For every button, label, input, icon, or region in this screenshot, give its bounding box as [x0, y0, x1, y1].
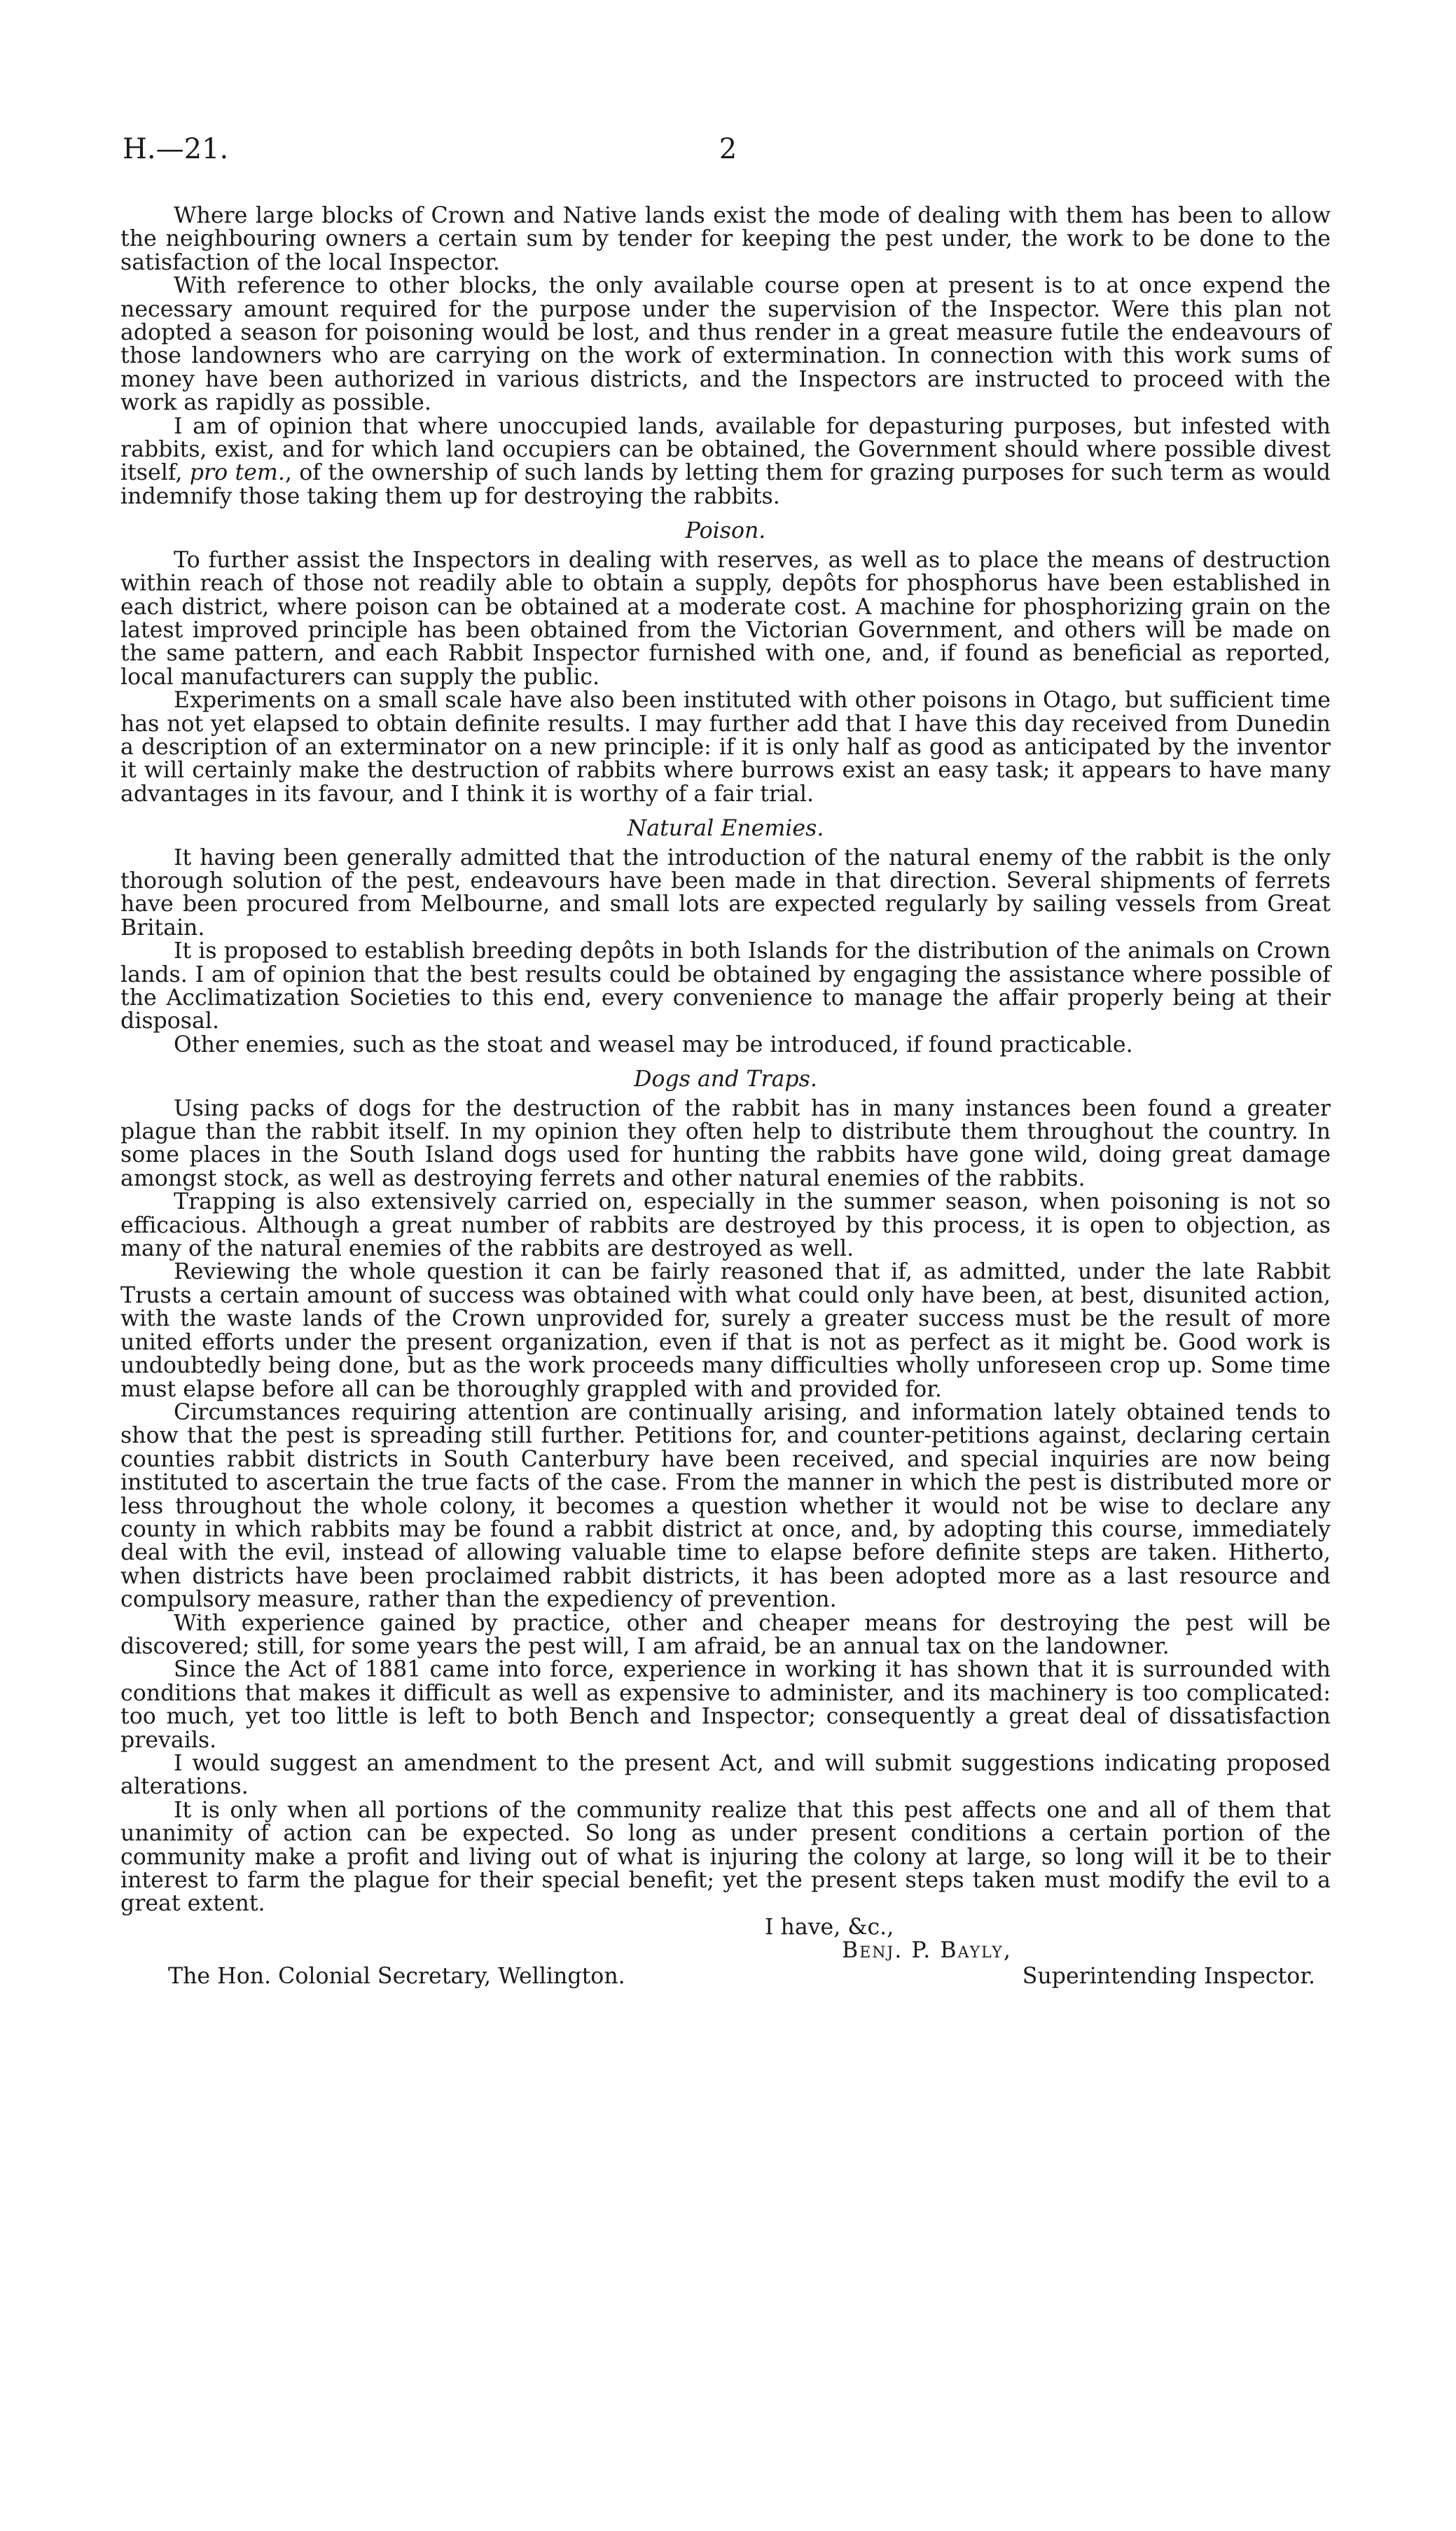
signatory-title: Superintending Inspector. [1022, 1963, 1315, 1989]
paragraph-depasturing [120, 415, 1331, 509]
section-heading-dogs-and-traps: Dogs and Traps. [634, 1067, 817, 1093]
paragraph: Other enemies, such as the stoat and weasel may be introduced, if found practicable. [174, 1032, 1133, 1058]
paragraph: Reviewing the whole question it can be fairly reasoned that if, as admitted, under the late Rabbit Trusts a certain amount of success was obtained with what could only have been, at best, disunited action, with the waste lands of the Crown unprovided for, surely a greater success must be the result of more united efforts under the present organization, even if that is not as perfect as it might be. Good work is undoubtedly being done, but as the work proceeds many difficulties wholly unforeseen crop up. Some time must elapse before all can be thoroughly grappled with and provided for. [120, 1259, 1331, 1402]
letter-body [120, 204, 1331, 1993]
section-heading-natural-enemies: Natural Enemies. [627, 816, 824, 842]
paragraph: With reference to other blocks, the only available course open at present is to at once expend the necessary amount required for the purpose under the supervision of the Inspector. Were this plan not adopted a season for poisoning would be lost, and thus render in a great measure futile the endeavours of those landowners who are carrying on the work of extermination. In connection with this work sums of money have been authorized in various districts, and the Inspectors are instructed to proceed with the work as rapidly as possible. [120, 273, 1331, 416]
paragraph: Where large blocks of Crown and Native lands exist the mode of dealing with them has been to allow the neighbouring owners a certain sum by tender for keeping the pest under, the work to be done to the satisfaction of the local Inspector. [120, 203, 1331, 275]
italic-phrase: pro tem. [189, 460, 285, 486]
page-header [123, 133, 1333, 175]
page-number: 2 [719, 133, 737, 165]
paragraph: With experience gained by practice, other and cheaper means for destroying the pest will be discovered; still, for some years the pest will, I am afraid, be an annual tax on the landowner. [120, 1610, 1331, 1659]
paragraph: I would suggest an amendment to the present Act, and will submit suggestions indicating proposed alterations. [120, 1751, 1331, 1800]
paragraph: Circumstances requiring attention are continually arising, and information lately obtained tends to show that the pest is spreading still further. Petitions for, and counter-petitions against, declaring certain counties rabbit districts in South Canterbury have been received, and special inquiries are now being instituted to ascertain the true facts of the case. From the manner in which the pest is distributed more or less throughout the whole colony, it becomes a question whether it would not be wise to declare any county in which rabbits may be found a rabbit district at once, and, by adopting this course, immediately deal with the evil, instead of allowing valuable time to elapse before definite steps are taken. Hitherto, when districts have been proclaimed rabbit districts, it has been adopted more as a last resource and compulsory measure, rather than the expediency of prevention. [120, 1399, 1331, 1613]
paragraph-text: I am of opinion that where unoccupied lands, available for depasturing purposes, but infested with rabbits, exist, and for which land occupiers can be obtained, the Government should where possible divest itself, [120, 413, 1331, 486]
document-reference: H.—21. [123, 133, 229, 165]
paragraph: Trapping is also extensively carried on, especially in the summer season, when poisoning is not so efficacious. Although a great number of rabbits are destroyed by this process, it is open to objection, as many of the natural enemies of the rabbits are destroyed as well. [120, 1189, 1331, 1262]
paragraph-final: It is only when all portions of the community realize that this pest affects one and all of them that unanimity of action can be expected. So long as under present conditions a certain portion of the community make a profit and living out of what is injuring the colony at large, so long will it be to their interest to farm the plague for their special benefit; yet the present steps taken must modify the evil to a great extent. [120, 1797, 1331, 1917]
paragraph: It having been generally admitted that the introduction of the natural enemy of the rabbit is the only thorough solution of the pest, endeavours have been made in that direction. Several shipments of ferrets have been procured from Melbourne, and small lots are expected regularly by sailing vessels from Great Britain. [120, 845, 1331, 941]
paragraph: Experiments on a small scale have also been instituted with other poisons in Otago, but sufficient time has not yet elapsed to obtain definite results. I may further add that I have this day received from Dunedin a description of an exterminator on a new principle: if it is only half as good as anticipated by the inventor it will certainly make the destruction of rabbits where burrows exist an easy task; it appears to have many advantages in its favour, and I think it is worthy of a fair trial. [120, 688, 1331, 807]
addressee: The Hon. Colonial Secretary, Wellington. [168, 1963, 625, 1989]
paragraph: To further assist the Inspectors in dealing with reserves, as well as to place the means of destruction within reach of those not readily able to obtain a supply, depôts for phosphorus have been established in each district, where poison can be obtained at a moderate cost. A machine for phosphorizing grain on the latest improved principle has been obtained from the Victorian Government, and others will be made on the same pattern, and each Rabbit Inspector furnished with one, and, if found as beneficial as reported, local manufacturers can supply the public. [120, 547, 1331, 690]
paragraph: Since the Act of 1881 came into force, experience in working it has shown that it is surrounded with conditions that makes it difficult as well as expensive to administer, and its machinery is too complicated: too much, yet too little is left to both Bench and Inspector; consequently a great deal of dissatisfaction prevails. [120, 1657, 1331, 1753]
paragraph-text: , of the ownership of such lands by letting them for grazing purposes for such term as would indemnify those taking them up for destroying the rabbits. [120, 460, 1331, 509]
closing: I have, &c., [765, 1914, 894, 1940]
signature-block [120, 1916, 1331, 1993]
paragraph: Using packs of dogs for the destruction of the rabbit has in many instances been found a greater plague than the rabbit itself. In my opinion they often help to distribute them throughout the country. In some places in the South Island dogs used for hunting the rabbits have gone wild, doing great damage amongst stock, as well as destroying ferrets and other natural enemies of the rabbits. [120, 1095, 1331, 1191]
section-heading-poison: Poison. [685, 518, 766, 544]
signatory-name: Benj. P. Bayly, [842, 1937, 1012, 1963]
paragraph: It is proposed to establish breeding depôts in both Islands for the distribution of the animals on Crown lands. I am of opinion that the best results could be obtained by engaging the assistance where possible of the Acclimatization Societies to this end, every convenience to manage the affair properly being at their disposal. [120, 938, 1331, 1034]
